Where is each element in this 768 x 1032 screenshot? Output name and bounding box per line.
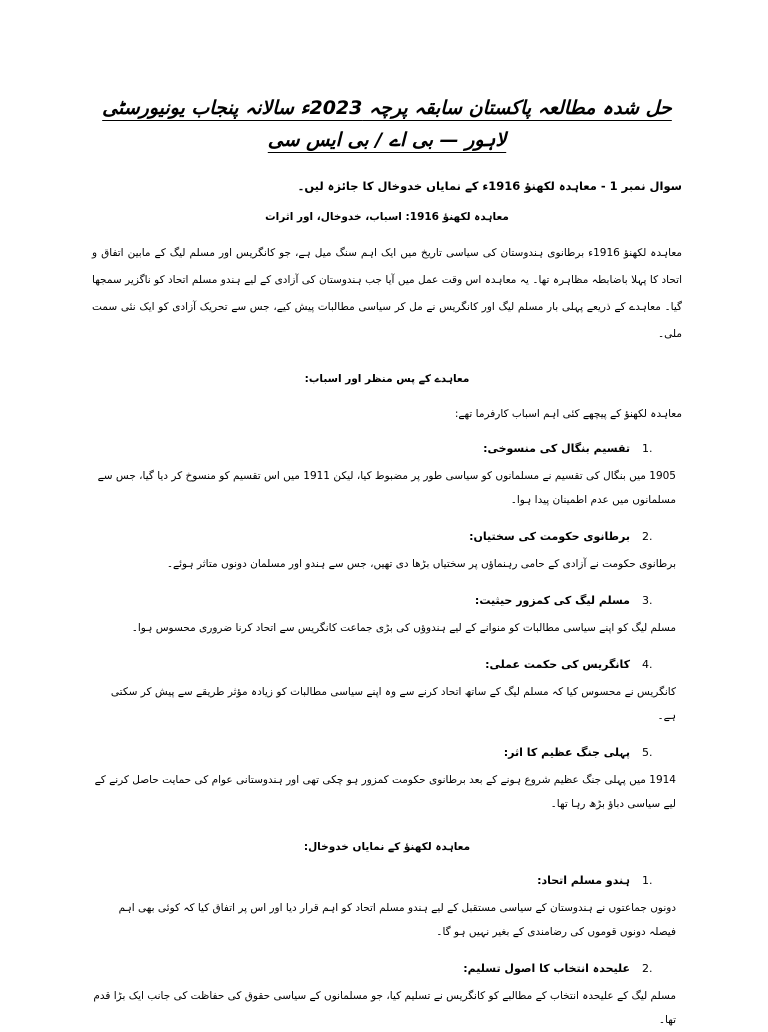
item-number: 2. bbox=[642, 962, 653, 975]
item-heading: علیحدہ انتخاب کا اصول تسلیم: bbox=[463, 962, 630, 975]
item-number: 1. bbox=[642, 442, 653, 455]
causes-list bbox=[92, 438, 682, 816]
item-heading: پہلی جنگ عظیم کا اثر: bbox=[503, 746, 630, 759]
cause-item bbox=[92, 742, 682, 816]
cause-item bbox=[92, 654, 682, 728]
item-heading: برطانوی حکومت کی سختیاں: bbox=[469, 530, 630, 543]
feature-item bbox=[92, 870, 682, 944]
section-heading: معاہدہ لکھنؤ 1916: اسباب، خدوخال، اور اثرات bbox=[265, 211, 509, 223]
cause-item bbox=[92, 438, 682, 512]
item-text: مسلم لیگ کو اپنے سیاسی مطالبات کو منوانے کے لیے ہندوؤں کی بڑی جماعت کانگریس سے اتحاد کرنا ضروری محسوس ہوا۔ bbox=[131, 622, 676, 634]
item-number: 4. bbox=[642, 658, 653, 671]
item-number: 5. bbox=[642, 746, 653, 759]
features-list bbox=[92, 870, 682, 1032]
question-text: سوال نمبر 1 - معاہدہ لکھنؤ 1916ء کے نمایاں خدوخال کا جائزہ لیں۔ bbox=[297, 179, 682, 193]
features-heading: معاہدہ لکھنؤ کے نمایاں خدوخال: bbox=[303, 841, 471, 853]
cause-item bbox=[92, 526, 682, 576]
cause-item bbox=[92, 590, 682, 640]
item-text: کانگریس نے محسوس کیا کہ مسلم لیگ کے ساتھ اتحاد کرنے سے وہ اپنے سیاسی مطالبات کو زیادہ مؤثر طریقے سے پیش کر سکتی ہے۔ bbox=[110, 686, 676, 722]
background-lead: معاہدہ لکھنؤ کے پیچھے کئی اہم اسباب کارفرما تھے: bbox=[454, 408, 682, 420]
item-text: دونوں جماعتوں نے ہندوستان کے سیاسی مستقبل کے لیے ہندو مسلم اتحاد کو اہم قرار دیا اور اس پر اتفاق کیا کہ کوئی بھی اہم فیصلہ دونوں قوموں کی رضامندی کے بغیر نہیں ہو گا۔ bbox=[118, 902, 676, 938]
item-text: 1905 میں بنگال کی تقسیم نے مسلمانوں کو سیاسی طور پر مضبوط کیا، لیکن 1911 میں اس تقسیم کو منسوخ کر دیا گیا، جس سے مسلمانوں میں عدم اطمینان پیدا ہوا۔ bbox=[97, 470, 676, 506]
item-text: 1914 میں پہلی جنگ عظیم شروع ہونے کے بعد برطانوی حکومت کمزور ہو چکی تھی اور ہندوستانی عوام کی حمایت حاصل کرنے کے لیے سیاسی دباؤ بڑھ رہا تھا۔ bbox=[94, 774, 676, 810]
item-heading: تقسیم بنگال کی منسوخی: bbox=[483, 442, 630, 455]
background-heading: معاہدے کے پس منظر اور اسباب: bbox=[304, 373, 470, 385]
item-heading: مسلم لیگ کی کمزور حیثیت: bbox=[474, 594, 630, 607]
document-title: حل شدہ مطالعہ پاکستان سابقہ پرچہ 2023ء سالانہ پنجاب یونیورسٹی لاہور — بی اے / بی ایس سی bbox=[102, 97, 672, 151]
item-heading: ہندو مسلم اتحاد: bbox=[537, 874, 630, 887]
intro-paragraph: معاہدہ لکھنؤ 1916ء برطانوی ہندوستان کی سیاسی تاریخ میں ایک اہم سنگ میل ہے، جو کانگریس اور مسلم لیگ کے مابین اتفاق و اتحاد کا پہلا باضابطہ مظاہرہ تھا۔ یہ معاہدہ اس وقت عمل میں آیا جب ہندوستان کی آزادی کے لیے ہندو مسلم اتحاد کو ناگزیر سمجھا گیا۔ معاہدے کے ذریعے پہلی بار مسلم لیگ اور کانگریس نے مل کر سیاسی مطالبات پیش کیے، جس سے تحریک آزادی کو ایک نئی سمت ملی۔ bbox=[92, 247, 683, 340]
item-number: 2. bbox=[642, 530, 653, 543]
item-number: 3. bbox=[642, 594, 653, 607]
item-text: مسلم لیگ کے علیحدہ انتخاب کے مطالبے کو کانگریس نے تسلیم کیا، جو مسلمانوں کے سیاسی حقوق کی حفاظت کی جانب ایک بڑا قدم تھا۔ bbox=[93, 990, 676, 1026]
feature-item bbox=[92, 958, 682, 1032]
item-number: 1. bbox=[642, 874, 653, 887]
item-heading: کانگریس کی حکمت عملی: bbox=[485, 658, 630, 671]
item-text: برطانوی حکومت نے آزادی کے حامی رہنماؤں پر سختیاں بڑھا دی تھیں، جس سے ہندو اور مسلمان دونوں متاثر ہوئے۔ bbox=[166, 558, 676, 570]
